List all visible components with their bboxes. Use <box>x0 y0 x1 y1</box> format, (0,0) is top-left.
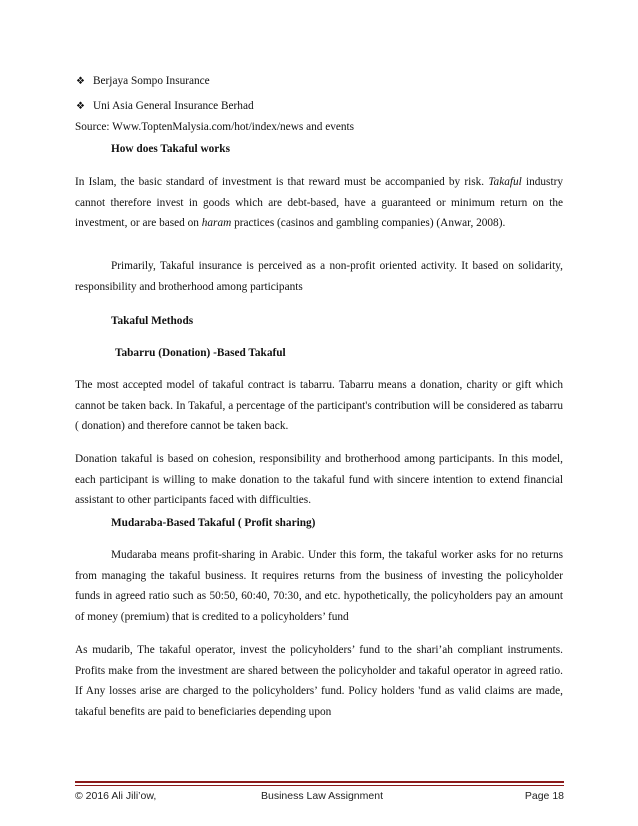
bullet-item: ❖ Uni Asia General Insurance Berhad <box>76 97 254 115</box>
footer-divider-thin <box>75 785 564 786</box>
paragraph-non-profit: Primarily, Takaful insurance is perceived as a non-profit oriented activity. It based on solidarity, responsibility and brotherhood among participants <box>75 260 563 293</box>
paragraph-donation-takaful: Donation takaful is based on cohesion, responsibility and brotherhood among participants. In this model, each participant is willing to make donation to the takaful fund with sincere intention to extend financial assistant to other participants faced with difficulties. <box>75 453 563 506</box>
term-takaful: Takaful <box>488 176 522 188</box>
heading-tabarru: Tabarru (Donation) -Based Takaful <box>115 347 286 359</box>
heading-how-takaful-works: How does Takaful works <box>111 143 230 155</box>
source-line: Source: Www.ToptenMalysia.com/hot/index/news and events <box>75 121 355 133</box>
footer-title: Business Law Assignment <box>261 790 383 802</box>
paragraph-tabarru-model: The most accepted model of takaful contract is tabarru. Tabarru means a donation, charity or gift which cannot be taken back. In Takaful, a percentage of the participant's contribution will be considered as tabarru ( donation) and therefore cannot be taken back. <box>75 379 563 432</box>
term-haram: haram <box>201 217 232 229</box>
diamond-bullet-icon: ❖ <box>76 76 85 87</box>
heading-mudaraba: Mudaraba-Based Takaful ( Profit sharing) <box>111 517 316 529</box>
footer-divider <box>75 781 564 783</box>
bullet-item: ❖ Berjaya Sompo Insurance <box>76 72 210 90</box>
paragraph-islam-investment: In Islam, the basic standard of investment is that reward must be accompanied by risk. Takaful industry cannot therefore invest in goods which are debt-based, have a guaranteed or minimum return on the investment, or are based on haram practices (casinos and gambling companies) (Anwar, 2008). <box>75 176 563 229</box>
footer-copyright: © 2016 Ali Jili’ow, <box>75 790 157 802</box>
diamond-bullet-icon: ❖ <box>76 101 85 112</box>
page-footer <box>75 790 564 806</box>
paragraph-mudarib-operator: As mudarib, The takaful operator, invest the policyholders’ fund to the shari’ah compliant instruments. Profits make from the investment are shared between the policyholder and takaful operator in agreed ratio. If Any losses arise are charged to the policyholders’ fund. Policy holders 'fund as valid claims are made, takaful benefits are paid to beneficiaries depending upon <box>75 644 563 718</box>
footer-page-number: Page 18 <box>524 790 564 802</box>
heading-takaful-methods: Takaful Methods <box>111 315 194 327</box>
paragraph-mudaraba-meaning: Mudaraba means profit-sharing in Arabic. Under this form, the takaful worker asks for no returns from managing the takaful business. It requires returns from the business of investing the policyholder funds in agreed ratio such as 50:50, 60:40, 70:30, and etc. hypothetically, the policyholders pay an amount of money (premium) that is credited to a policyholders’ fund <box>75 549 563 623</box>
